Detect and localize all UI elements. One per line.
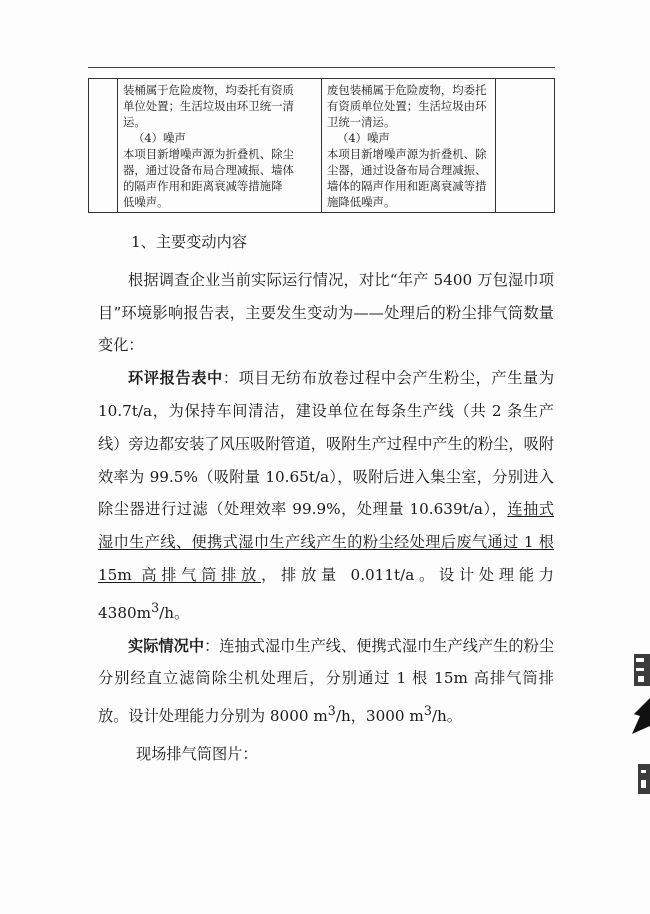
cell-line: 本项目新增噪声源为折叠机、除尘 [123,147,294,161]
cell-line: 单位处置；生活垃圾由环卫统一清 [123,99,294,113]
header-rule [88,67,555,68]
table-row [89,79,555,213]
actual-paragraph [98,630,554,733]
cell-line: 尘器，通过设备布局合理减振、 [326,163,487,177]
actual-colon: ： [204,636,220,655]
actual-superscript: 3 [327,703,336,719]
photo-caption: 现场排气筒图片： [136,745,258,764]
cell-subheading: （4）噪声 [336,131,390,145]
comparison-table [88,78,555,213]
eia-text-a: 项目无纺布放卷过程中会产生粉尘，产生量为 10.7t/a，为保持车间清洁，建设单位在每条生产线（共 2 条生产线）旁边都安装了风压吸附管道，吸附生产过程中产生的粉尘，吸附效率为 99.5%（吸附量 10.65t/a），吸附后进入集尘室，分别进入除尘器进行过滤（处理效率 99.9%，处理量 10.639t/a）， [98,369,555,519]
eia-underlined-text: 连抽式湿巾生产线、便携式湿巾生产线产生的粉尘经处理后废气通过 1 根 15m 高排气筒排放 [98,500,555,584]
cell-line: 低噪声。 [123,195,169,209]
actual-text-b: /h，3000 m [335,707,424,726]
actual-text-a: 连抽式湿巾生产线、便携式湿巾生产线产生的粉尘分别经直立滤筒除尘机处理后，分别通过 1 根 15m 高排气筒排放。设计处理能力分别为 8000 m [98,636,555,726]
eia-text-c: /h。 [159,603,190,622]
eia-label: 环评报告表中 [128,369,223,388]
eia-paragraph [98,362,554,629]
actual-label: 实际情况中 [128,636,205,655]
seal-stamp-fragment [624,652,650,802]
actual-superscript: 3 [423,703,432,719]
actual-text-c: /h。 [431,707,462,726]
cell-line: 墙体的隔声作用和距离衰减等措 [326,179,487,193]
eia-superscript: 3 [151,599,160,615]
eia-text-b: ，排放量 0.011t/a。设计处理能力 4380m [98,565,554,622]
eia-colon: ： [222,369,239,388]
section-heading: 1、主要变动内容 [131,233,247,251]
cell-line: 卫统一清运。 [326,115,396,129]
table-cell-actual [321,79,495,213]
cell-subheading: （4）噪声 [133,131,186,145]
cell-line: 运。 [123,115,146,129]
cell-line: 废包装桶属于危险废物，均委托 [326,83,487,97]
body-text [98,226,554,771]
cell-line: 器，通过设备布局合理减振、墙体 [123,163,294,177]
cell-line: 的隔声作用和距离衰减等措施降 [123,179,283,193]
table-cell-remark [495,79,554,213]
cell-line: 装桶属于危险废物，均委托有资质 [123,83,294,97]
table-cell-eia [118,79,322,213]
cell-line: 有资质单位处置；生活垃圾由环 [326,99,487,113]
cell-line: 施降低噪声。 [326,195,396,209]
intro-paragraph: 根据调查企业当前实际运行情况，对比“年产 5400 万包湿巾项目”环境影响报告表，主要发生变动为——处理后的粉尘排气筒数量变化： [98,270,554,355]
table-cell-index [89,79,118,213]
cell-line: 本项目新增噪声源为折叠机、除 [326,147,487,161]
